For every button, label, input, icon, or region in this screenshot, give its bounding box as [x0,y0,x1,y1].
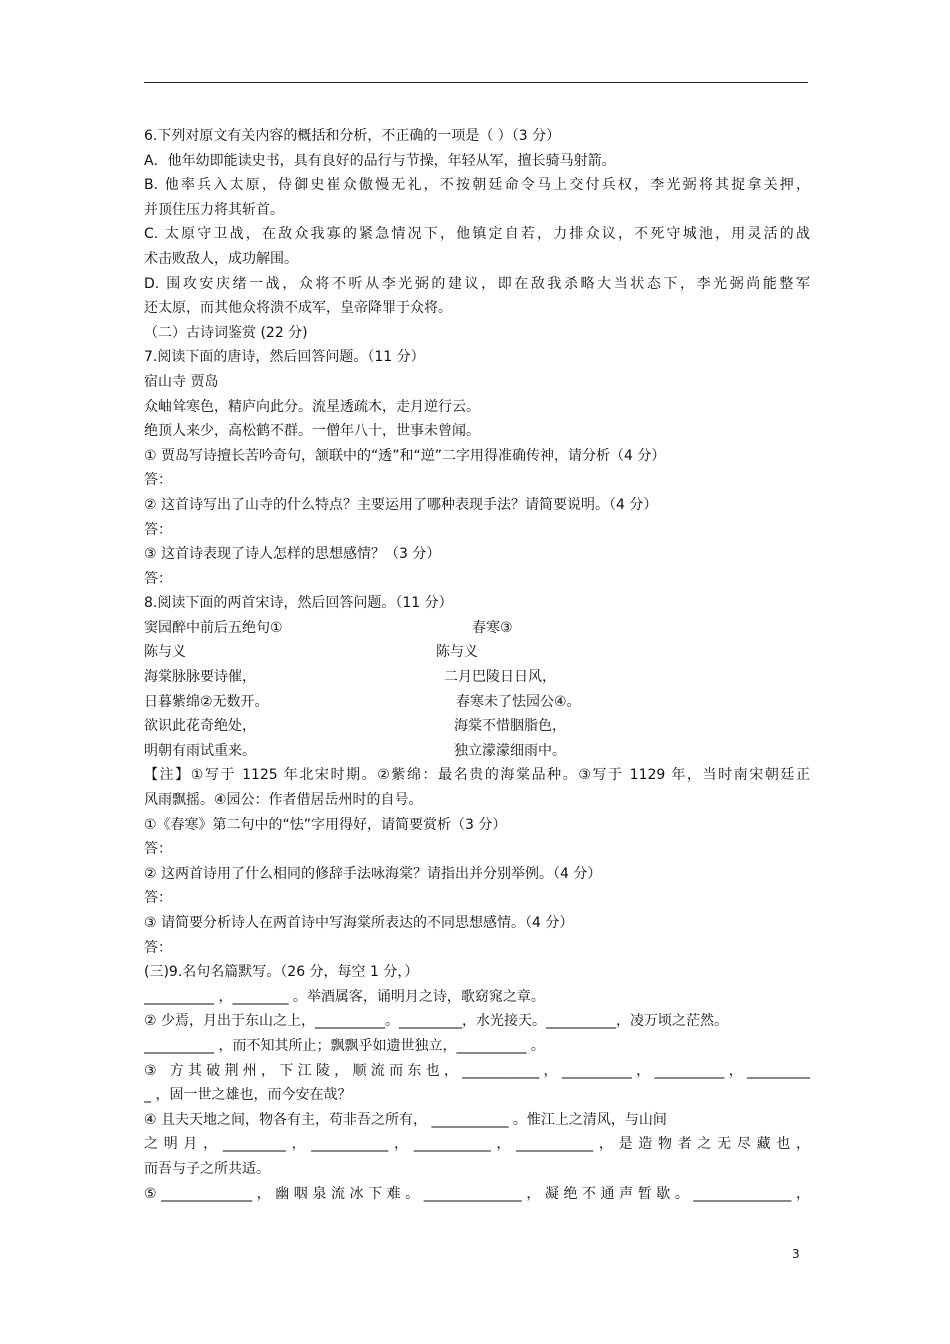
document-body [144,124,810,1206]
dictation-line: 而吾与子之所共适。 [144,1160,270,1177]
poem-right-line: 春寒未了怯园公④。 [456,693,581,710]
q8-subquestion-3: ③ 请简要分析诗人在两首诗中写海棠所表达的不同思想感情。（4 分） [144,915,574,931]
dictation-line: ④ 且夫天地之间，物各有主，苟非吾之所有， ___________ 。惟江上之清风，与山间 [144,1111,667,1128]
q8-notes-line1: 【注】①写于 1125 年北宋时期。②紫绵：最名贵的海棠品种。③写于 1129 年，当时南宋朝廷正 [144,767,810,784]
poem-left-line: 海棠脉脉要诗催， [144,669,256,686]
poem-right-line: 春寒③ [472,619,513,636]
poem-pair-row [144,739,810,764]
poem-left-line: 明朝有雨试重来。 [144,742,256,759]
q6-option-c-line2: 术击败敌人，成功解围。 [144,250,298,267]
answer-label: 答： [144,939,172,956]
poem-pair-row [144,665,810,690]
poem-left-line: 日暮紫绵②无数开。 [144,693,269,710]
q8-subquestion-1: ①《春寒》第二句中的“怯”字用得好，请简要赏析（3 分） [144,816,507,833]
poem-left-line: 窦园醉中前后五绝句① [144,619,283,636]
poem-right-line: 独立濛濛细雨中。 [454,742,566,759]
q7-subquestion-2: ② 这首诗写出了山寺的什么特点？主要运用了哪种表现手法？请简要说明。（4 分） [144,496,658,513]
q7-stem: 7.阅读下面的唐诗，然后回答问题。（11 分） [144,349,425,366]
q6-option-d-line2: 还太原，而其他众将溃不成军，皇帝降罪于众将。 [144,300,452,317]
dictation-line: __________ ，________ 。举酒属客，诵明月之诗，歌窈窕之章。 [144,988,545,1005]
poem-line: 众岫耸寒色，精庐向此分。流星透疏木，走月逆行云。 [144,398,480,415]
header-rule [144,82,808,83]
q8-notes-line2: 风雨飘摇。④园公：作者借居岳州时的自号。 [144,792,423,809]
dictation-line: ② 少焉，月出于东山之上，__________。_________，水光接天。__________，凌万顷之茫然。 [144,1013,728,1030]
q7-subquestion-1: ① 贾岛写诗擅长苦吟奇句，颔联中的“透”和“逆”二字用得准确传神，请分析（4 分） [144,447,666,464]
answer-label: 答： [144,472,172,489]
poem-title-author: 宿山寺 贾岛 [144,373,219,390]
dictation-line: _ ，固一世之雄也，而今安在哉？ [144,1087,352,1104]
dictation-line: 之明月，_________，___________，___________，___________，是造物者之无尽藏也， [144,1136,810,1153]
q6-stem: 6.下列对原文有关内容的概括和分析，不正确的一项是（ ）（3 分） [144,128,561,144]
poem-right-line: 陈与义 [436,644,478,661]
q6-option-d-line1: D. 围攻安庆绪一战，众将不听从李光弼的建议，即在敌我杀略大当状态下，李光弼尚能整军 [144,275,810,292]
q6-option-a: A．他年幼即能读史书，具有良好的品行与节操，年轻从军，擅长骑马射箭。 [144,152,616,169]
answer-label: 答： [144,570,172,587]
poem-pair-row [144,640,810,665]
dictation-line: __________ ，而不知其所止；飘飘乎如遗世独立，__________ 。 [144,1037,545,1054]
q8-stem: 8.阅读下面的两首宋诗，然后回答问题。（11 分） [144,595,453,612]
answer-label: 答： [144,521,172,538]
poem-line: 绝顶人来少，高松鹤不群。一僧年八十，世事未曾闻。 [144,423,480,440]
q6-option-b-line2: 并顶住压力将其斩首。 [144,201,284,218]
dictation-line: ⑤_____________，幽咽泉流冰下难。______________，凝绝不通声暂歇。______________， [144,1185,810,1202]
poem-pair-row [144,714,810,739]
poem-left-line: 陈与义 [144,644,186,661]
answer-label: 答： [144,841,172,858]
section-heading-poetry: （二）古诗词鉴赏 (22 分) [144,324,308,341]
poem-right-line: 海棠不惜胭脂色， [454,718,566,735]
q9-stem: (三)9.名句名篇默写。（26 分，每空 1 分，） [144,964,419,981]
answer-label: 答： [144,890,172,907]
q7-subquestion-3: ③ 这首诗表现了诗人怎样的思想感情？（3 分） [144,546,441,563]
q8-subquestion-2: ② 这两首诗用了什么相同的修辞手法咏海棠？请指出并分别举例。（4 分） [144,865,602,882]
q6-option-b-line1: B. 他率兵入太原，侍御史崔众傲慢无礼，不按朝廷命令马上交付兵权，李光弼将其捉拿关押， [144,177,810,194]
q6-option-c-line1: C. 太原守卫战，在敌众我寡的紧急情况下，他镇定自若，力排众议，不死守城池，用灵活的战 [144,226,810,243]
poem-pair-row [144,616,810,641]
page-number: 3 [792,1247,800,1261]
poem-left-line: 欲识此花奇绝处， [144,718,256,735]
dictation-line: ③ 方其破荆州，下江陵，顺流而东也，___________，__________，__________，_________ [144,1062,810,1079]
poem-pair-row [144,690,810,715]
poem-right-line: 二月巴陵日日风， [444,669,556,686]
